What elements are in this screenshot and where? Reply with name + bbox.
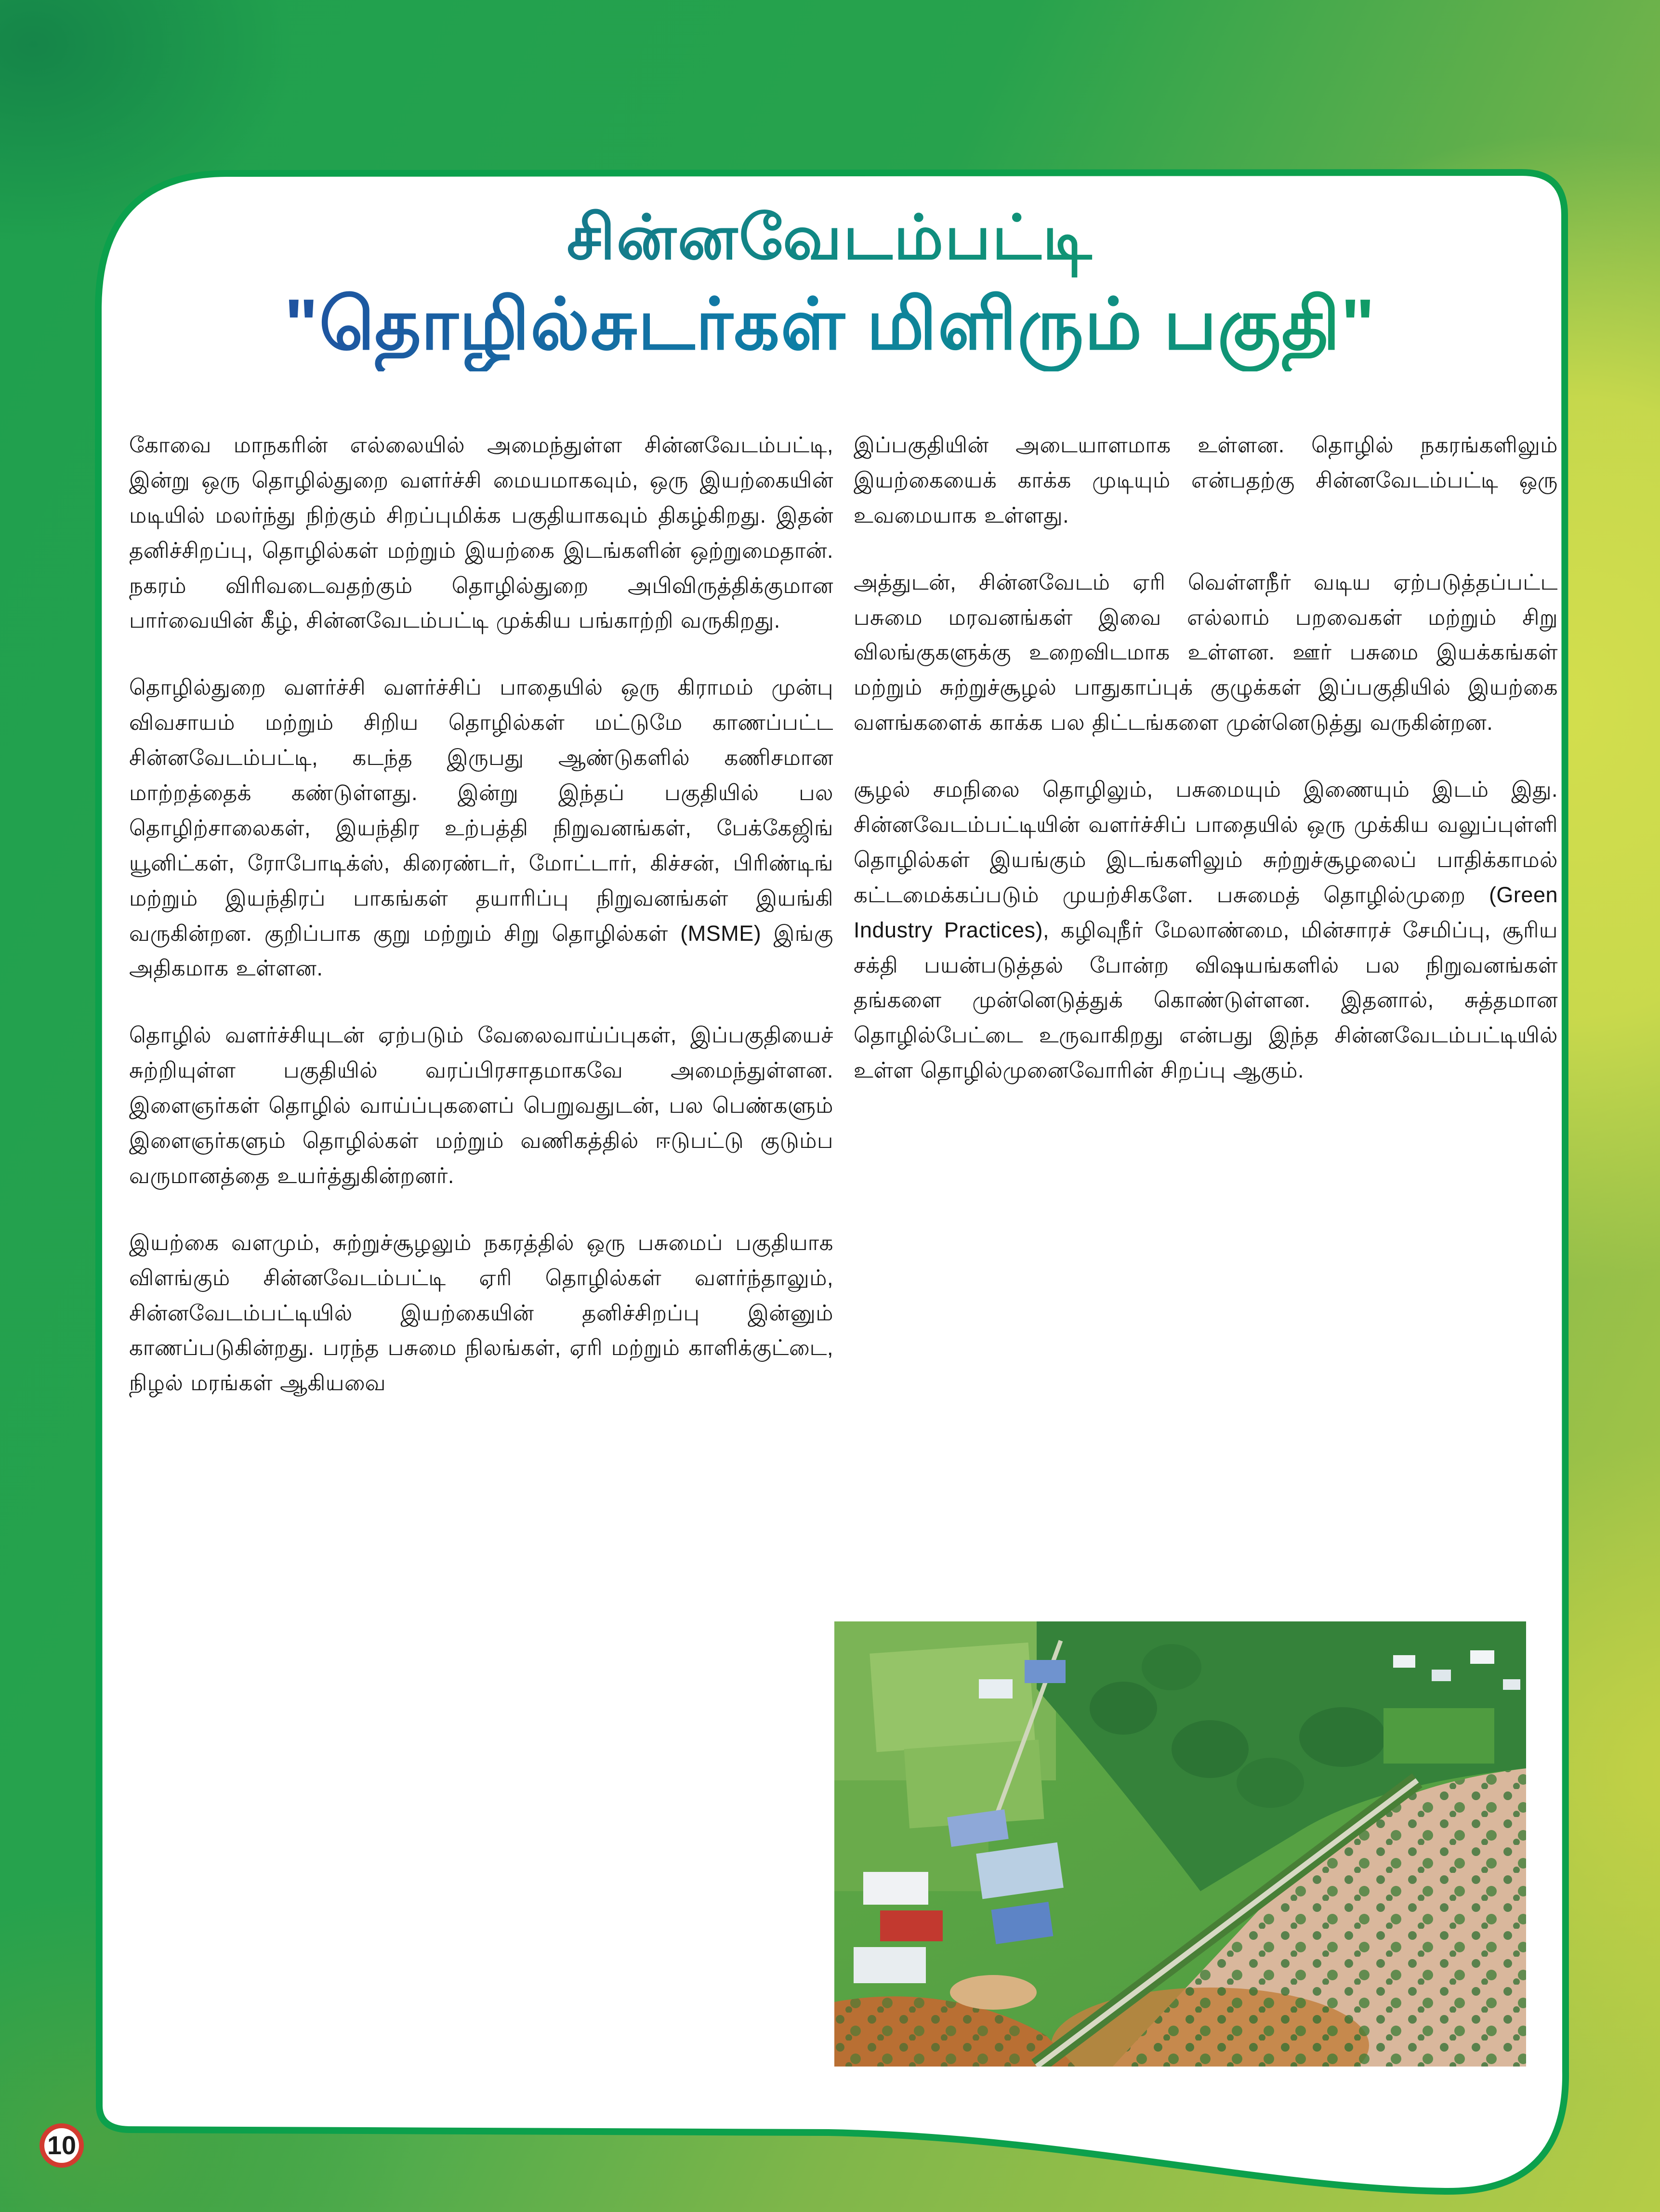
photo-building [1432,1670,1451,1681]
photo-building-white [979,1679,1013,1698]
article-title-place-name: சின்னவேடம்பட்டி [154,198,1506,277]
photo-building-white [863,1872,928,1905]
paragraph: கோவை மாநகரின் எல்லையில் அமைந்துள்ள சின்னவேடம்பட்டி, இன்று ஒரு தொழில்துறை வளர்ச்சி மையமாகவும், ஒரு இயற்கையின் மடியில் மலர்ந்து நிற்கும் சிறப்புமிக்க பகுதியாகவும் திகழ்கிறது. இதன் தனிச்சிறப்பு, தொழில்கள் மற்றும் இயற்கை இடங்களின் ஒற்றுமைதான். நகரம் விரிவடைவதற்கும் தொழில்துறை அபிவிருத்திக்குமான பார்வையின் கீழ், சின்னவேடம்பட்டி முக்கிய பங்காற்றி வருகிறது. [129,433,833,633]
page-number: 10 [47,2131,77,2160]
photo-building-white [854,1947,926,1983]
paragraph: தொழில் வளர்ச்சியுடன் ஏற்படும் வேலைவாய்ப்புகள், இப்பகுதியைச் சுற்றியுள்ள பகுதியில் வரப்பிரசாதமாகவே அமைந்துள்ளன. இளைஞர்கள் தொழில் வாய்ப்புகளைப் பெறுவதுடன், பல பெண்களும் இளைஞர்களும் தொழில்கள் மற்றும் வணிகத்தில் ஈடுபட்டு குடும்ப வருமானத்தை உயர்த்துகின்றனர். [129,1023,833,1188]
paragraph: சூழல் சமநிலை தொழிலும், பசுமையும் இணையும் இடம் இது. சின்னவேடம்பட்டியின் வளர்ச்சிப் பாதையில் ஒரு முக்கிய வலுப்புள்ளி தொழில்கள் இயங்கும் இடங்களிலும் சுற்றுச்சூழலைப் பாதிக்காமல் கட்டமைக்கப்படும் முயற்சிகளே. பசுமைத் தொழில்முறை (Green Industry Practices), கழிவுநீர் மேலாண்மை, மின்சாரச் சேமிப்பு, சூரிய சக்தி பயன்படுத்தல் போன்ற விஷயங்களில் பல நிறுவனங்கள் தங்களை முன்னெடுத்துக் கொண்டுள்ளன. இதனால், சுத்தமான தொழில்பேட்டை உருவாகிறது என்பது இந்த சின்னவேடம்பட்டியில் உள்ள தொழில்முனைவோரின் சிறப்பு ஆகும். [854,777,1558,1083]
photo-building [1470,1650,1494,1664]
left-column [129,428,833,1433]
photo-building-red-roof [880,1910,943,1941]
photo-tree-clump [1142,1644,1201,1690]
aerial-photo-of-lake-and-fields [834,1621,1526,2067]
article-title [154,198,1506,371]
photo-field-patch [1383,1708,1494,1764]
photo-tree-clump [1299,1707,1386,1767]
article-body [129,428,1558,1433]
photo-tree-clump [1090,1682,1157,1735]
photo-building [1393,1655,1415,1668]
right-column [854,428,1558,1433]
article-title-subtitle: "தொழில்சுடர்கள் மிளிரும் பகுதி" [154,277,1506,371]
paragraph: தொழில்துறை வளர்ச்சி வளர்ச்சிப் பாதையில் ஒரு கிராமம் முன்பு விவசாயம் மற்றும் சிறிய தொழில்கள் மட்டுமே காணப்பட்ட சின்னவேடம்பட்டி, கடந்த இருபது ஆண்டுகளில் கணிசமான மாற்றத்தைக் கண்டுள்ளது. இன்று இந்தப் பகுதியில் பல தொழிற்சாலைகள், இயந்திர உற்பத்தி நிறுவனங்கள், பேக்கேஜிங் யூனிட்கள், ரோபோடிக்ஸ், கிரைண்டர், மோட்டார், கிச்சன், பிரிண்டிங் மற்றும் இயந்திரப் பாகங்கள் தயாரிப்பு நிறுவனங்கள் இயங்கி வருகின்றன. குறிப்பாக குறு மற்றும் சிறு தொழில்கள் (MSME) இங்கு அதிகமாக உள்ளன. [129,675,833,981]
photo-building [1503,1679,1520,1690]
photo-tree-clump [1237,1758,1304,1808]
photo-muddy-pond [950,1975,1037,2010]
paragraph: அத்துடன், சின்னவேடம் ஏரி வெள்ளநீர் வடிய ஏற்படுத்தப்பட்ட பசுமை மரவனங்கள் இவை எல்லாம் பறவைகள் மற்றும் சிறு விலங்குகளுக்கு உறைவிடமாக உள்ளன. ஊர் பசுமை இயக்கங்கள் மற்றும் சுற்றுச்சூழல் பாதுகாப்புக் குழுக்கள் இப்பகுதியில் இயற்கை வளங்களைக் காக்க பல திட்டங்களை முன்னெடுத்து வருகின்றன. [854,569,1558,735]
photo-building-blue-roof [1025,1660,1066,1683]
paragraph: இப்பகுதியின் அடையாளமாக உள்ளன. தொழில் நகரங்களிலும் இயற்கையைக் காக்க முடியும் என்பதற்கு சின்னவேடம்பட்டி ஒரு உவமையாக உள்ளது. [854,433,1558,527]
photo-tree-clump [1172,1720,1249,1778]
paragraph: இயற்கை வளமும், சுற்றுச்சூழலும் நகரத்தில் ஒரு பசுமைப் பகுதியாக விளங்கும் சின்னவேடம்பட்டி ஏரி தொழில்கள் வளர்ந்தாலும், சின்னவேடம்பட்டியில் இயற்கையின் தனிச்சிறப்பு இன்னும் காணப்படுகின்றது. பரந்த பசுமை நிலங்கள், ஏரி மற்றும் காளிக்குட்டை, நிழல் மரங்கள் ஆகியவை [129,1230,833,1396]
page-number-badge [40,2123,84,2168]
